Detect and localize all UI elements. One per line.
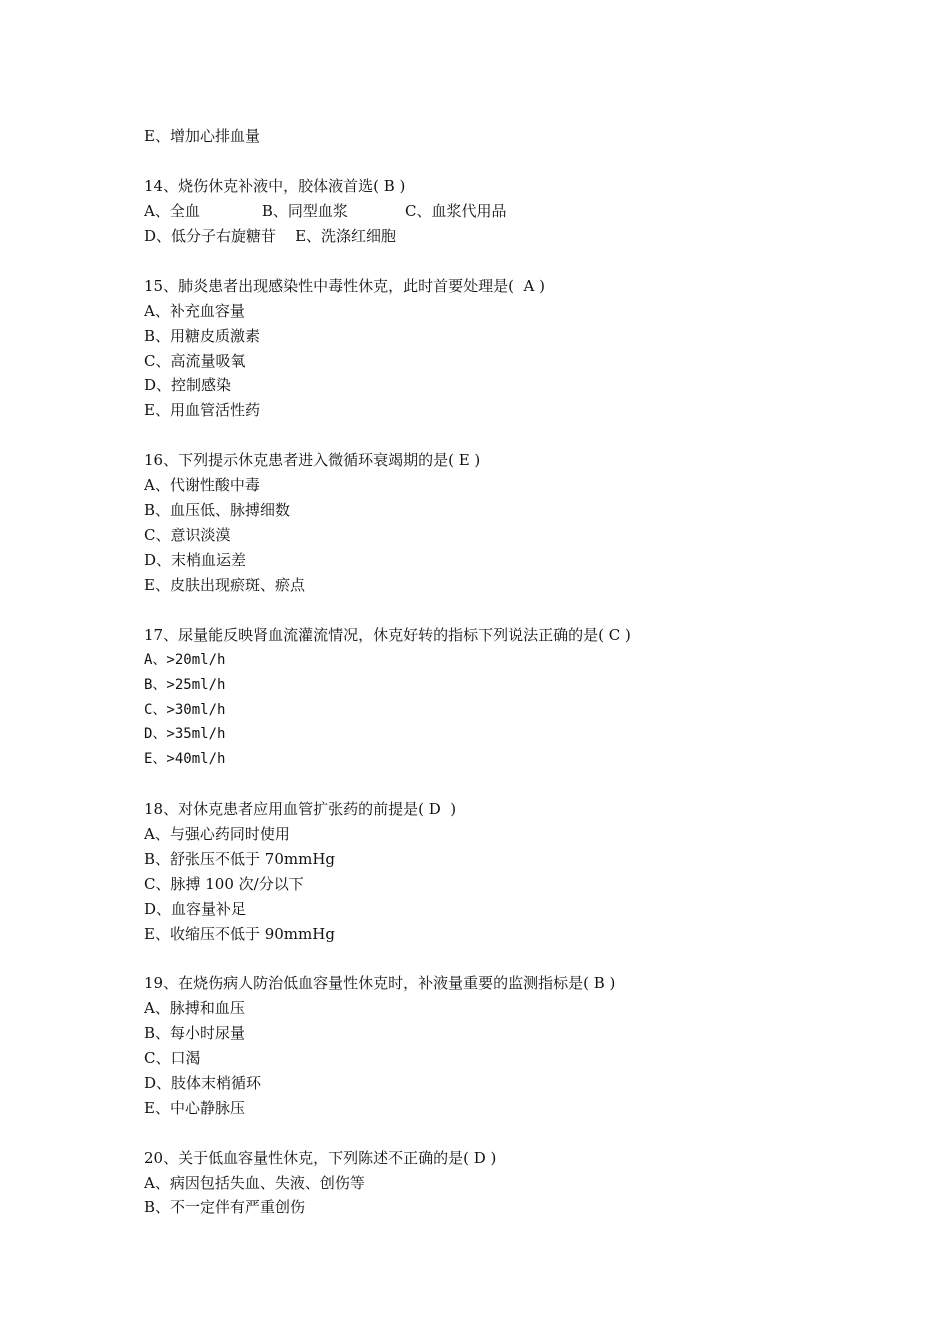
option-a-q18: A、与强心药同时使用: [144, 825, 290, 843]
question-15: 15、肺炎患者出现感染性中毒性休克，此时首要处理是( A ): [144, 277, 545, 295]
question-16: 16、下列提示休克患者进入微循环衰竭期的是( E ): [144, 451, 481, 469]
option-d-q18: D、血容量补足: [144, 900, 247, 918]
option-e-q17: E、>40ml/h: [144, 751, 226, 767]
option-c-q18: C、脉搏 100 次/分以下: [144, 875, 304, 893]
question-19: 19、在烧伤病人防治低血容量性休克时，补液量重要的监测指标是( B ): [144, 974, 616, 992]
option-c-q19: C、口渴: [144, 1049, 201, 1067]
option-b-q19: B、每小时尿量: [144, 1024, 246, 1042]
option-b-q17: B、>25ml/h: [144, 677, 226, 693]
option-a-q20: A、病因包括失血、失液、创伤等: [144, 1174, 365, 1192]
option-b-q20: B、不一定伴有严重创伤: [144, 1198, 306, 1216]
option-a-q16: A、代谢性酸中毒: [144, 476, 260, 494]
option-e-q18: E、收缩压不低于 90mmHg: [144, 925, 335, 943]
question-14: 14、烧伤休克补液中，胶体液首选( B ): [144, 177, 406, 195]
option-a-q15: A、补充血容量: [144, 302, 245, 320]
options-q14-row2: D、低分子右旋糖苷 E、洗涤红细胞: [144, 227, 397, 245]
option-c-q17: C、>30ml/h: [144, 702, 226, 718]
option-e-q15: E、用血管活性药: [144, 401, 260, 419]
option-b-q15: B、用糖皮质激素: [144, 327, 261, 345]
option-c-q16: C、意识淡漠: [144, 526, 231, 544]
option-a-q19: A、脉搏和血压: [144, 999, 245, 1017]
option-c-q15: C、高流量吸氧: [144, 352, 246, 370]
option-d-q17: D、>35ml/h: [144, 726, 226, 742]
option-d-q15: D、控制感染: [144, 376, 232, 394]
option-b-q16: B、血压低、脉搏细数: [144, 501, 291, 519]
option-e-q16: E、皮肤出现瘀斑、瘀点: [144, 576, 305, 594]
option-b-q18: B、舒张压不低于 70mmHg: [144, 850, 336, 868]
option-d-q16: D、末梢血运差: [144, 551, 247, 569]
option-a-q17: A、>20ml/h: [144, 652, 226, 668]
option-d-q19: D、肢体末梢循环: [144, 1074, 262, 1092]
question-20: 20、关于低血容量性休克，下列陈述不正确的是( D ): [144, 1149, 497, 1167]
options-q14-row1: A、全血 B、同型血浆 C、血浆代用品: [144, 202, 507, 220]
question-18: 18、对休克患者应用血管扩张药的前提是( D ): [144, 800, 457, 818]
option-e-q13: E、增加心排血量: [144, 127, 260, 145]
option-e-q19: E、中心静脉压: [144, 1099, 245, 1117]
question-17: 17、尿量能反映肾血流灌流情况，休克好转的指标下列说法正确的是( C ): [144, 626, 631, 644]
